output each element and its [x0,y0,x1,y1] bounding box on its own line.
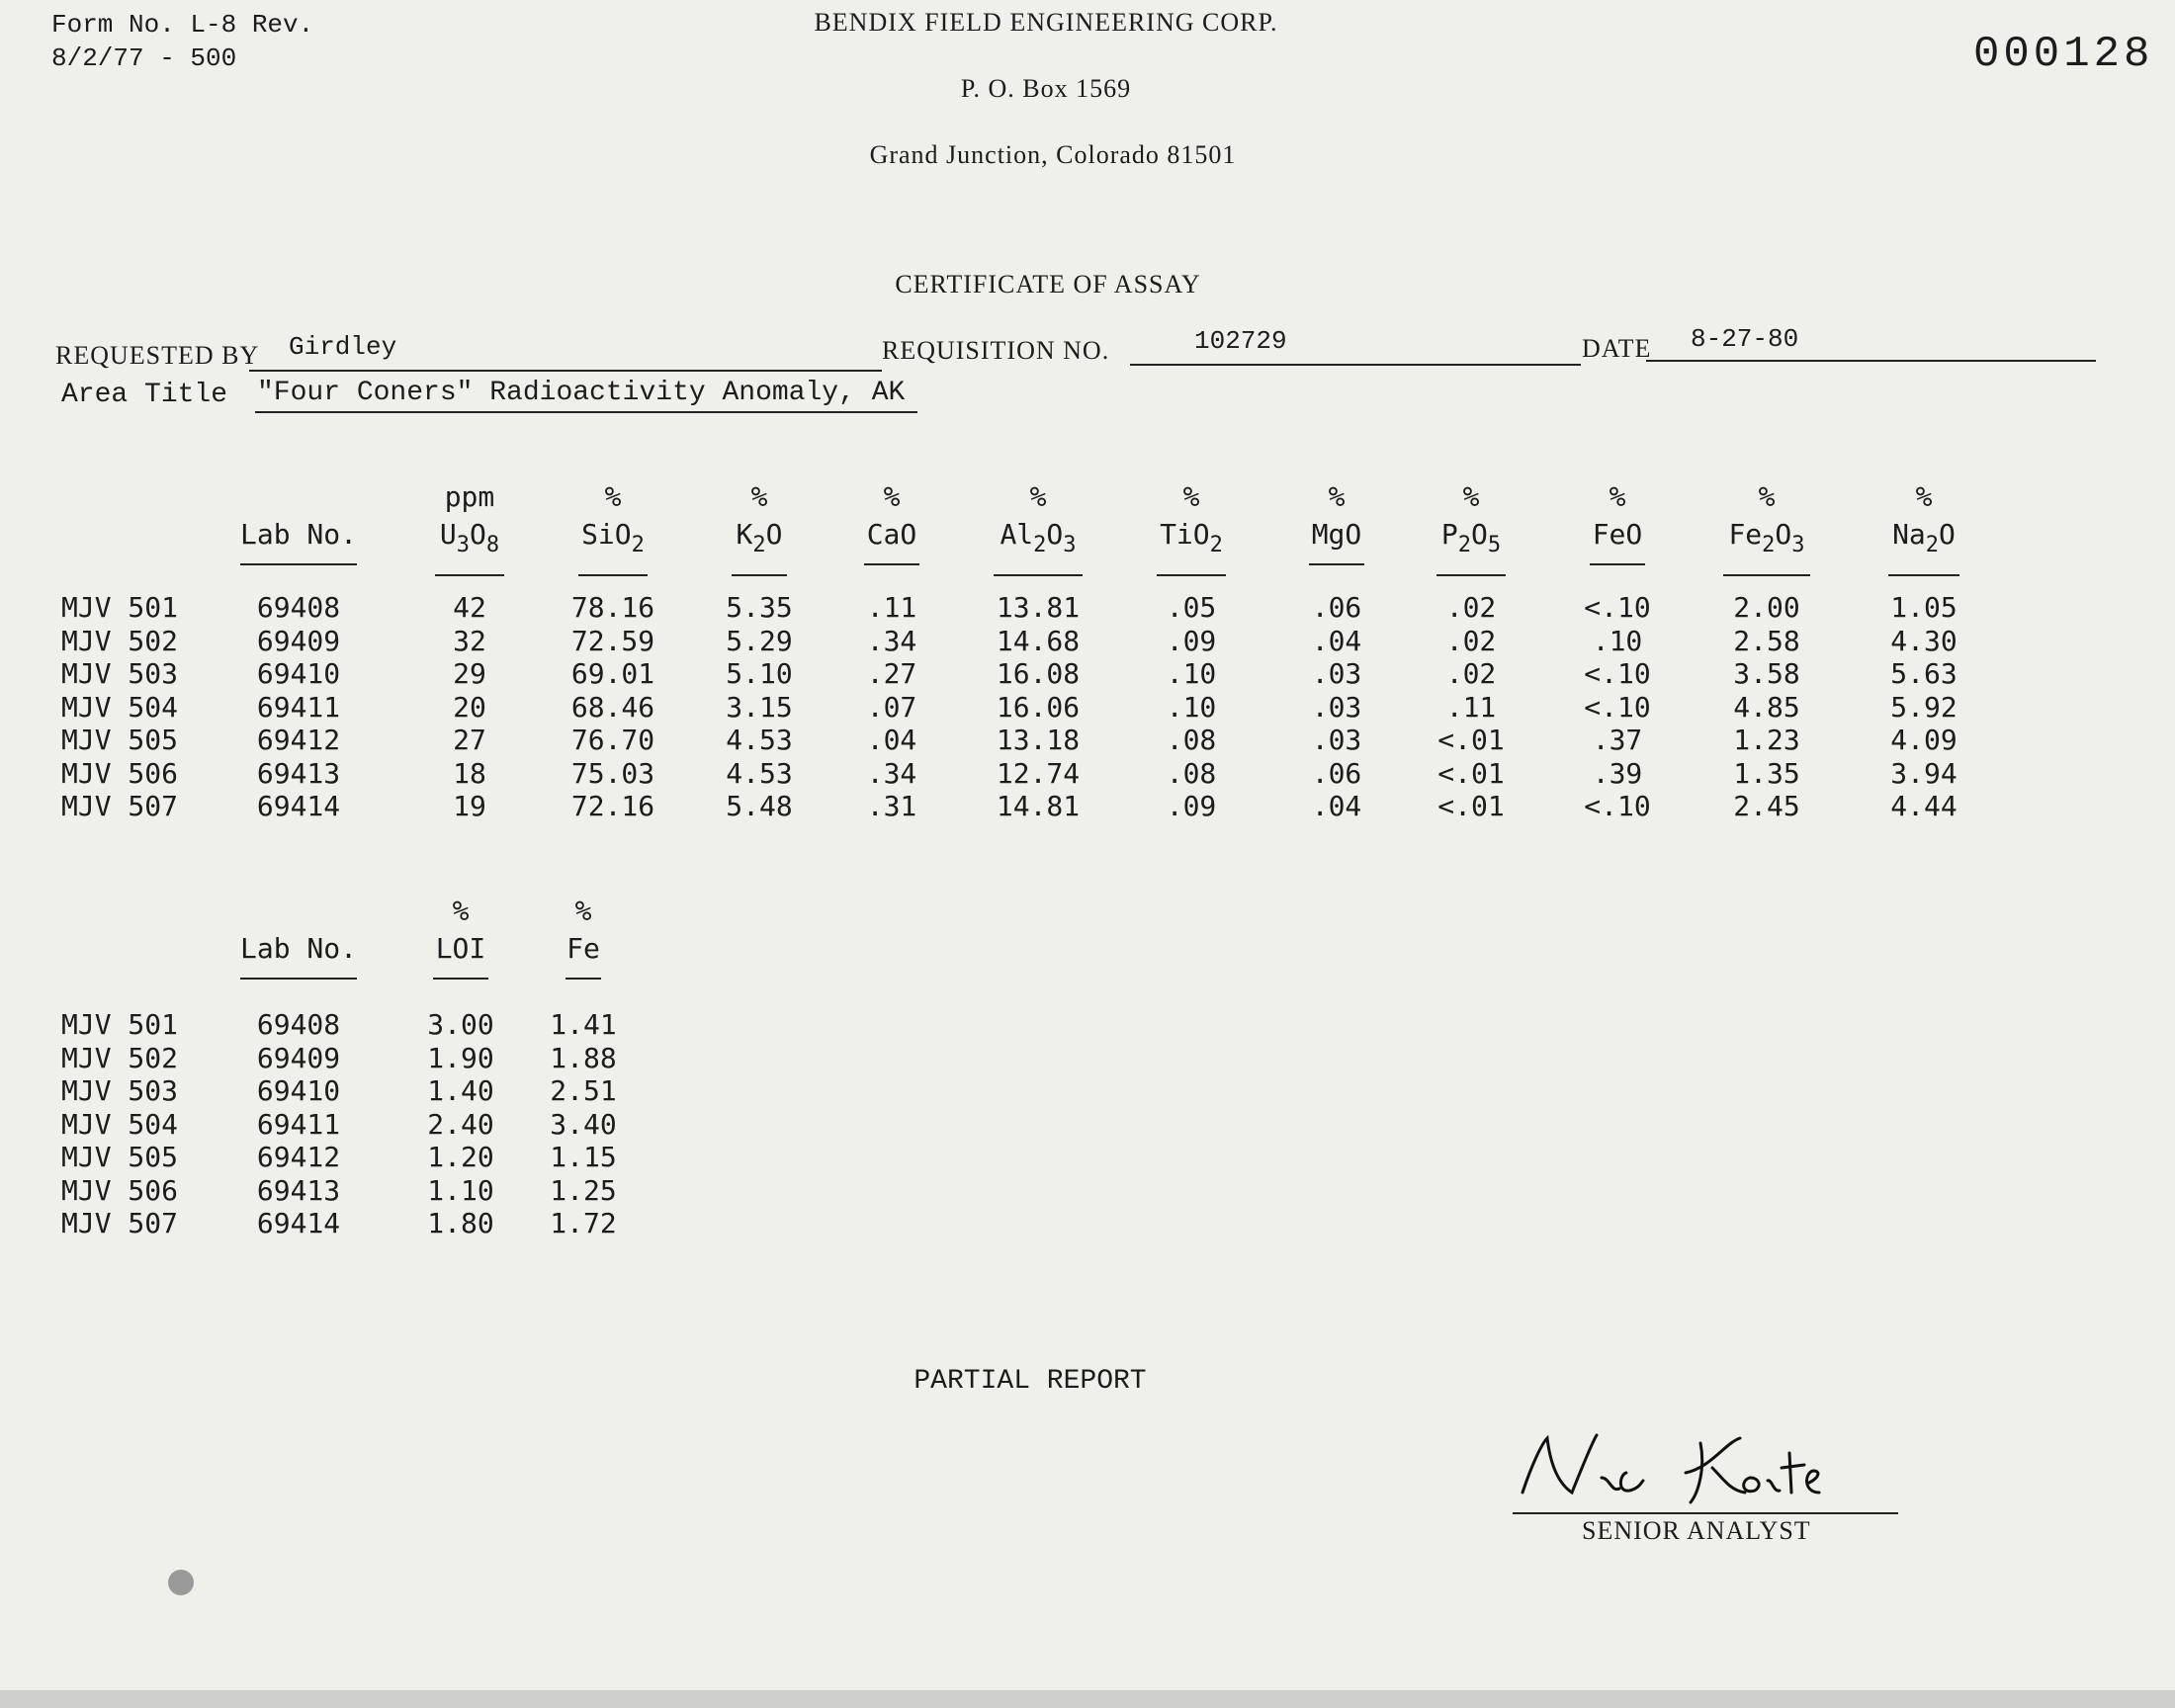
table-cell: 1.23 [1733,724,1800,756]
column-label: $Na_2O$ [1892,518,1956,557]
table-cell: .39 [1592,756,1643,790]
table-cell: .08 [1166,724,1217,756]
table-cell: 14.81 [996,790,1081,822]
sample-id: MJV 507 [61,790,179,822]
table-cell: 69408 [256,591,341,624]
table-cell: 1.20 [427,1141,494,1173]
table-cell: 69412 [256,1141,341,1173]
column-label: $K_2O$ [736,518,783,557]
table-cell: 69.01 [570,657,655,690]
table-cell: .10 [1166,690,1217,724]
table-cell: 1.10 [427,1173,494,1207]
table-cell: 76.70 [570,724,655,756]
table-cell: <.10 [1584,690,1651,724]
table-cell: .09 [1166,790,1217,822]
table-cell: 78.16 [570,591,655,624]
sample-id: MJV 506 [61,756,179,790]
table-cell: 68.46 [570,690,655,724]
sample-id: MJV 506 [61,1173,179,1207]
table-cell: .06 [1311,591,1362,624]
table-cell: 2.45 [1733,790,1800,822]
column-underline [1723,574,1810,576]
table-cell: .02 [1445,591,1497,624]
table-cell: 3.15 [726,690,793,724]
table-cell: 42 [453,591,486,624]
column-underline [1157,574,1226,576]
column-label: Fe [566,932,600,965]
table-cell: 69413 [256,756,341,790]
table-cell: 1.80 [427,1207,494,1239]
column-unit: % [1609,480,1626,513]
table-cell: 69413 [256,1173,341,1207]
table-cell: .10 [1166,657,1217,690]
punch-hole-mark [168,1570,194,1595]
table-cell: 4.44 [1890,790,1958,822]
column-label: TiO$_2$ [1160,518,1223,557]
column-label: $P_2O_5$ [1440,518,1502,557]
table-cell: <.01 [1437,724,1505,756]
column-unit: % [1328,480,1346,513]
table-cell: 27 [453,724,486,756]
table-cell: 3.40 [550,1107,617,1141]
table-cell: 69409 [256,1041,341,1074]
table-cell: 75.03 [570,756,655,790]
company-city: Grand Junction, Colorado 81501 [869,140,1237,169]
date-line [1646,360,2096,362]
table-cell: 2.40 [427,1107,494,1141]
column-header [433,893,488,980]
column-unit: % [1462,480,1480,513]
table-cell: 13.81 [996,591,1081,624]
column-underline [1590,563,1645,565]
column-unit: % [883,480,901,513]
column-header [1157,478,1226,576]
column-unit: % [574,895,592,927]
table-cell: 16.06 [996,690,1081,724]
form-number: Form No. L-8 Rev. [51,10,314,40]
table-cell: 72.59 [570,624,655,657]
column-underline [240,563,357,565]
column-label: Lab No. [239,932,358,965]
column-label: MgO [1311,518,1362,551]
requisition-label: REQUISITION NO. [882,336,1110,365]
column-header [864,478,919,565]
sample-id: MJV 504 [61,690,179,724]
table-cell: 1.40 [427,1074,494,1107]
table-cell: .03 [1311,690,1362,724]
table-cell: <.10 [1584,591,1651,624]
sample-id: MJV 503 [61,1074,179,1107]
table-cell: 3.94 [1890,756,1958,790]
column-label: $U_3O_8$ [439,518,500,557]
table-cell: .04 [866,724,917,756]
table-cell: .09 [1166,624,1217,657]
column-underline [1309,563,1364,565]
table-cell: .08 [1166,756,1217,790]
table-cell: 12.74 [996,756,1081,790]
requested-by-line [249,370,882,372]
table-cell: 5.35 [726,591,793,624]
table-cell: 5.48 [726,790,793,822]
sample-id: MJV 501 [61,1008,179,1041]
sample-id: MJV 504 [61,1107,179,1141]
table-cell: .31 [866,790,917,822]
table-cell: 4.85 [1733,690,1800,724]
form-date: 8/2/77 - 500 [51,43,237,73]
table-cell: 69410 [256,657,341,690]
table-cell: 69408 [256,1008,341,1041]
date-label: DATE [1582,334,1652,363]
signature-title: SENIOR ANALYST [1582,1516,1811,1545]
table-cell: 20 [453,690,486,724]
table-cell: 5.63 [1890,657,1958,690]
column-header [994,478,1083,576]
column-underline [240,978,357,980]
table-cell: 69411 [256,1107,341,1141]
table-cell: 1.88 [550,1041,617,1074]
table-cell: 14.68 [996,624,1081,657]
table-cell: 4.09 [1890,724,1958,756]
table-cell: .34 [866,624,917,657]
column-header [435,478,504,576]
table-cell: .06 [1311,756,1362,790]
table-cell: 69414 [256,1207,341,1239]
column-unit [240,893,357,930]
sample-id: MJV 501 [61,591,179,624]
company-address: P. O. Box 1569 [960,74,1132,103]
table-cell: .02 [1445,624,1497,657]
table-cell: 1.90 [427,1041,494,1074]
column-underline [566,978,601,980]
table-cell: 3.58 [1733,657,1800,690]
area-title-label: Area Title [61,380,228,410]
table-cell: 1.35 [1733,756,1800,790]
table-cell: 69409 [256,624,341,657]
sample-id: MJV 505 [61,1141,179,1173]
column-unit: % [1029,480,1047,513]
table-cell: 19 [453,790,486,822]
sample-id: MJV 505 [61,724,179,756]
table-cell: 5.92 [1890,690,1958,724]
column-unit: % [1182,480,1200,513]
table-cell: 2.58 [1733,624,1800,657]
table-cell: 1.15 [550,1141,617,1173]
column-underline [732,574,787,576]
column-header [1309,478,1364,565]
table-cell: 4.53 [726,724,793,756]
column-header [566,893,601,980]
column-unit: % [1915,480,1933,513]
table-cell: .03 [1311,724,1362,756]
column-unit: ppm [444,480,495,513]
signature-line [1513,1512,1898,1514]
requisition-line [1130,364,1581,366]
column-header [732,478,787,576]
column-unit: % [604,480,622,513]
table-cell: 2.00 [1733,591,1800,624]
column-underline [578,574,648,576]
table-cell: 4.53 [726,756,793,790]
column-label: $Al_2O_3$ [1000,518,1077,557]
table-cell: 69414 [256,790,341,822]
column-unit [240,478,357,516]
requisition-value: 102729 [1194,326,1287,356]
table-cell: .11 [1445,690,1497,724]
column-underline [994,574,1083,576]
partial-report-label: PARTIAL REPORT [914,1366,1147,1397]
area-title-line [255,411,917,413]
column-label: Lab No. [239,518,358,551]
sample-id: MJV 502 [61,1041,179,1074]
table-cell: .10 [1592,624,1643,657]
table-cell: .37 [1592,724,1643,756]
table-cell: 32 [453,624,486,657]
table-cell: 5.10 [726,657,793,690]
column-unit: % [1758,480,1776,513]
table-cell: .03 [1311,657,1362,690]
requested-by-label: REQUESTED BY [55,341,260,370]
table-cell: 72.16 [570,790,655,822]
table-cell: .34 [866,756,917,790]
column-unit: % [750,480,768,513]
column-underline [1888,574,1959,576]
column-header [1436,478,1506,576]
column-label: FeO [1592,518,1643,551]
table-cell: .11 [866,591,917,624]
document-title: CERTIFICATE OF ASSAY [895,270,1201,299]
table-cell: 69411 [256,690,341,724]
sample-id: MJV 503 [61,657,179,690]
signature-image [1503,1423,1918,1512]
table-cell: .27 [866,657,917,690]
table-cell: 4.30 [1890,624,1958,657]
column-header [240,893,357,980]
table-cell: <.01 [1437,756,1505,790]
table-cell: 5.29 [726,624,793,657]
table-cell: <.01 [1437,790,1505,822]
requested-by-value: Girdley [289,332,397,362]
table-cell: 1.25 [550,1173,617,1207]
table-cell: .04 [1311,790,1362,822]
table-cell: 2.51 [550,1074,617,1107]
sample-id: MJV 502 [61,624,179,657]
column-underline [433,978,488,980]
column-label: LOI [435,932,486,965]
table-cell: 29 [453,657,486,690]
company-name: BENDIX FIELD ENGINEERING CORP. [814,8,1278,37]
date-value: 8-27-80 [1691,324,1799,354]
document-number: 000128 [1973,30,2154,79]
table-cell: 69412 [256,724,341,756]
table-cell: 69410 [256,1074,341,1107]
column-label: CaO [866,518,917,551]
table-cell: .04 [1311,624,1362,657]
table-cell: 16.08 [996,657,1081,690]
column-underline [435,574,504,576]
table-cell: 18 [453,756,486,790]
table-cell: .05 [1166,591,1217,624]
column-underline [864,563,919,565]
table-cell: 1.41 [550,1008,617,1041]
column-header [240,478,357,565]
column-underline [1436,574,1506,576]
column-label: $Fe_2O_3$ [1728,518,1805,557]
table-cell: <.10 [1584,657,1651,690]
column-header [1888,478,1959,576]
column-unit: % [452,895,470,927]
table-cell: .02 [1445,657,1497,690]
column-label: SiO$_2$ [581,518,645,557]
table-cell: 3.00 [427,1008,494,1041]
table-cell: .07 [866,690,917,724]
sample-id: MJV 507 [61,1207,179,1239]
column-header [1590,478,1645,565]
table-cell: 1.72 [550,1207,617,1239]
table-cell: 13.18 [996,724,1081,756]
table-cell: <.10 [1584,790,1651,822]
column-header [578,478,648,576]
column-header [1723,478,1810,576]
area-title-value: "Four Coners" Radioactivity Anomaly, AK [257,378,906,408]
table-cell: 1.05 [1890,591,1958,624]
